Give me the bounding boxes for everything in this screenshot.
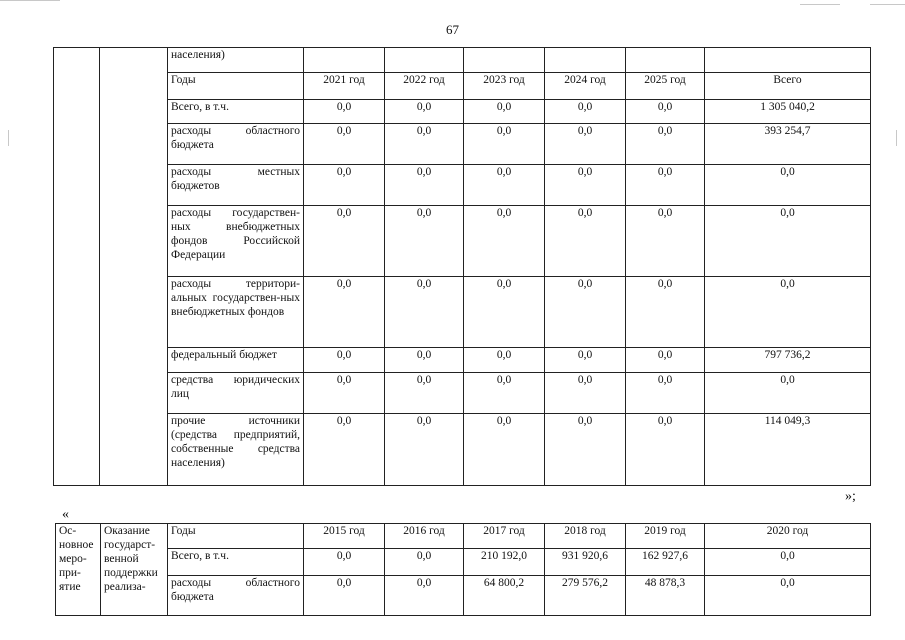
cell-value: 114 049,3 [705, 414, 871, 486]
cell-value: 393 254,7 [705, 124, 871, 165]
empty-cell [545, 48, 626, 73]
header-year: 2025 год [626, 73, 705, 100]
table-row [54, 48, 871, 73]
cell-value: 0,0 [464, 414, 545, 486]
cell-value: 797 736,2 [705, 348, 871, 373]
cell-value: 0,0 [545, 277, 626, 348]
row-label: Всего, в т.ч. [168, 100, 304, 124]
cell-value: 0,0 [626, 414, 705, 486]
cell-value: 0,0 [304, 576, 385, 616]
cell-value: 0,0 [464, 348, 545, 373]
cell-value: 0,0 [464, 373, 545, 414]
cell-value: 931 920,6 [545, 549, 626, 576]
header-year: 2023 год [464, 73, 545, 100]
row-label: расходы областного бюджета [168, 124, 304, 165]
cell-value: 0,0 [545, 373, 626, 414]
financing-table-2015-2020 [55, 523, 871, 616]
header-year: 2021 год [304, 73, 385, 100]
header-year: 2022 год [385, 73, 464, 100]
table-row [54, 373, 871, 414]
cell-value: 279 576,2 [545, 576, 626, 616]
closing-quote: »; [845, 489, 856, 504]
section-cell [54, 48, 100, 486]
cell-value: 0,0 [464, 100, 545, 124]
cell-value: 1 305 040,2 [705, 100, 871, 124]
scan-edge-mark [896, 130, 897, 146]
cell-value: 0,0 [385, 277, 464, 348]
scan-edge-line [870, 4, 905, 5]
cell-value: 0,0 [304, 206, 385, 277]
row-label: расходы территори-альных государствен-ных внебюджетных фондов [168, 277, 304, 348]
cell-value: 0,0 [304, 165, 385, 206]
cell-value: 0,0 [385, 549, 464, 576]
cell-value: 0,0 [626, 165, 705, 206]
cell-value: 0,0 [626, 206, 705, 277]
cell-value: 0,0 [626, 100, 705, 124]
table-row [54, 277, 871, 348]
financing-table-2021-2025 [53, 47, 871, 486]
empty-cell [626, 48, 705, 73]
row-label: расходы областного бюджета [168, 576, 304, 616]
cell-value: 0,0 [545, 206, 626, 277]
cell-value: 0,0 [464, 277, 545, 348]
cell-value: 0,0 [464, 206, 545, 277]
header-total: Всего [705, 73, 871, 100]
cell-value: 0,0 [626, 277, 705, 348]
table-row [54, 206, 871, 277]
page-number: 67 [446, 22, 459, 37]
cell-value: 0,0 [304, 277, 385, 348]
cell-value: 0,0 [545, 165, 626, 206]
opening-quote: « [62, 507, 69, 522]
cell-value: 0,0 [304, 373, 385, 414]
scan-edge-line [800, 4, 840, 5]
cell-value: 0,0 [545, 348, 626, 373]
cell-value: 0,0 [304, 124, 385, 165]
table-row [54, 124, 871, 165]
cell-value: 0,0 [545, 124, 626, 165]
header-years: Годы [168, 524, 304, 549]
header-year: 2016 год [385, 524, 464, 549]
scan-edge-line [0, 0, 60, 1]
cell-value: 0,0 [464, 124, 545, 165]
cell-value: 0,0 [626, 373, 705, 414]
cell-value: 0,0 [705, 206, 871, 277]
table-row [54, 348, 871, 373]
header-year: 2017 год [464, 524, 545, 549]
cell-value: 0,0 [705, 373, 871, 414]
cell-value: 0,0 [385, 100, 464, 124]
cell-value: 0,0 [304, 348, 385, 373]
cell-value: 0,0 [385, 165, 464, 206]
row-label: Всего, в т.ч. [168, 549, 304, 576]
table-row [56, 576, 871, 616]
cell-value: 0,0 [705, 576, 871, 616]
row-label: расходы государствен-ных внебюджетных фондов Российской Федерации [168, 206, 304, 277]
empty-cell [464, 48, 545, 73]
cell-value: 0,0 [545, 100, 626, 124]
cell-value: 0,0 [304, 414, 385, 486]
continuation-label: населения) [168, 48, 304, 73]
table-header-row [56, 524, 871, 549]
cell-value: 0,0 [705, 277, 871, 348]
cell-value: 48 878,3 [626, 576, 705, 616]
header-year: 2015 год [304, 524, 385, 549]
empty-cell [304, 48, 385, 73]
cell-value: 0,0 [464, 165, 545, 206]
cell-value: 0,0 [385, 124, 464, 165]
cell-value: 162 927,6 [626, 549, 705, 576]
cell-value: 0,0 [626, 348, 705, 373]
cell-value: 0,0 [545, 414, 626, 486]
activity-cell [100, 48, 168, 486]
cell-value: 0,0 [304, 549, 385, 576]
table-header-row [54, 73, 871, 100]
cell-value: 0,0 [385, 576, 464, 616]
cell-value: 0,0 [385, 206, 464, 277]
row-label: федеральный бюджет [168, 348, 304, 373]
header-year: 2024 год [545, 73, 626, 100]
empty-cell [705, 48, 871, 73]
cell-value: 0,0 [385, 414, 464, 486]
header-years: Годы [168, 73, 304, 100]
cell-value: 0,0 [705, 165, 871, 206]
cell-value: 0,0 [705, 549, 871, 576]
scan-edge-mark [8, 130, 9, 146]
header-year: 2020 год [705, 524, 871, 549]
table-row [54, 165, 871, 206]
cell-value: 64 800,2 [464, 576, 545, 616]
header-year: 2018 год [545, 524, 626, 549]
header-year: 2019 год [626, 524, 705, 549]
row-label: средства юридических лиц [168, 373, 304, 414]
cell-value: 210 192,0 [464, 549, 545, 576]
row-label: прочие источники (средства предприятий, собственные средства населения) [168, 414, 304, 486]
table-row [54, 414, 871, 486]
cell-value: 0,0 [385, 373, 464, 414]
cell-value: 0,0 [385, 348, 464, 373]
table-row [54, 100, 871, 124]
section-cell: Ос-новное меро-при-ятие [56, 524, 101, 616]
activity-cell: Оказание государст-венной поддержки реализа- [101, 524, 168, 616]
table-row [56, 549, 871, 576]
empty-cell [385, 48, 464, 73]
row-label: расходы местных бюджетов [168, 165, 304, 206]
cell-value: 0,0 [304, 100, 385, 124]
cell-value: 0,0 [626, 124, 705, 165]
